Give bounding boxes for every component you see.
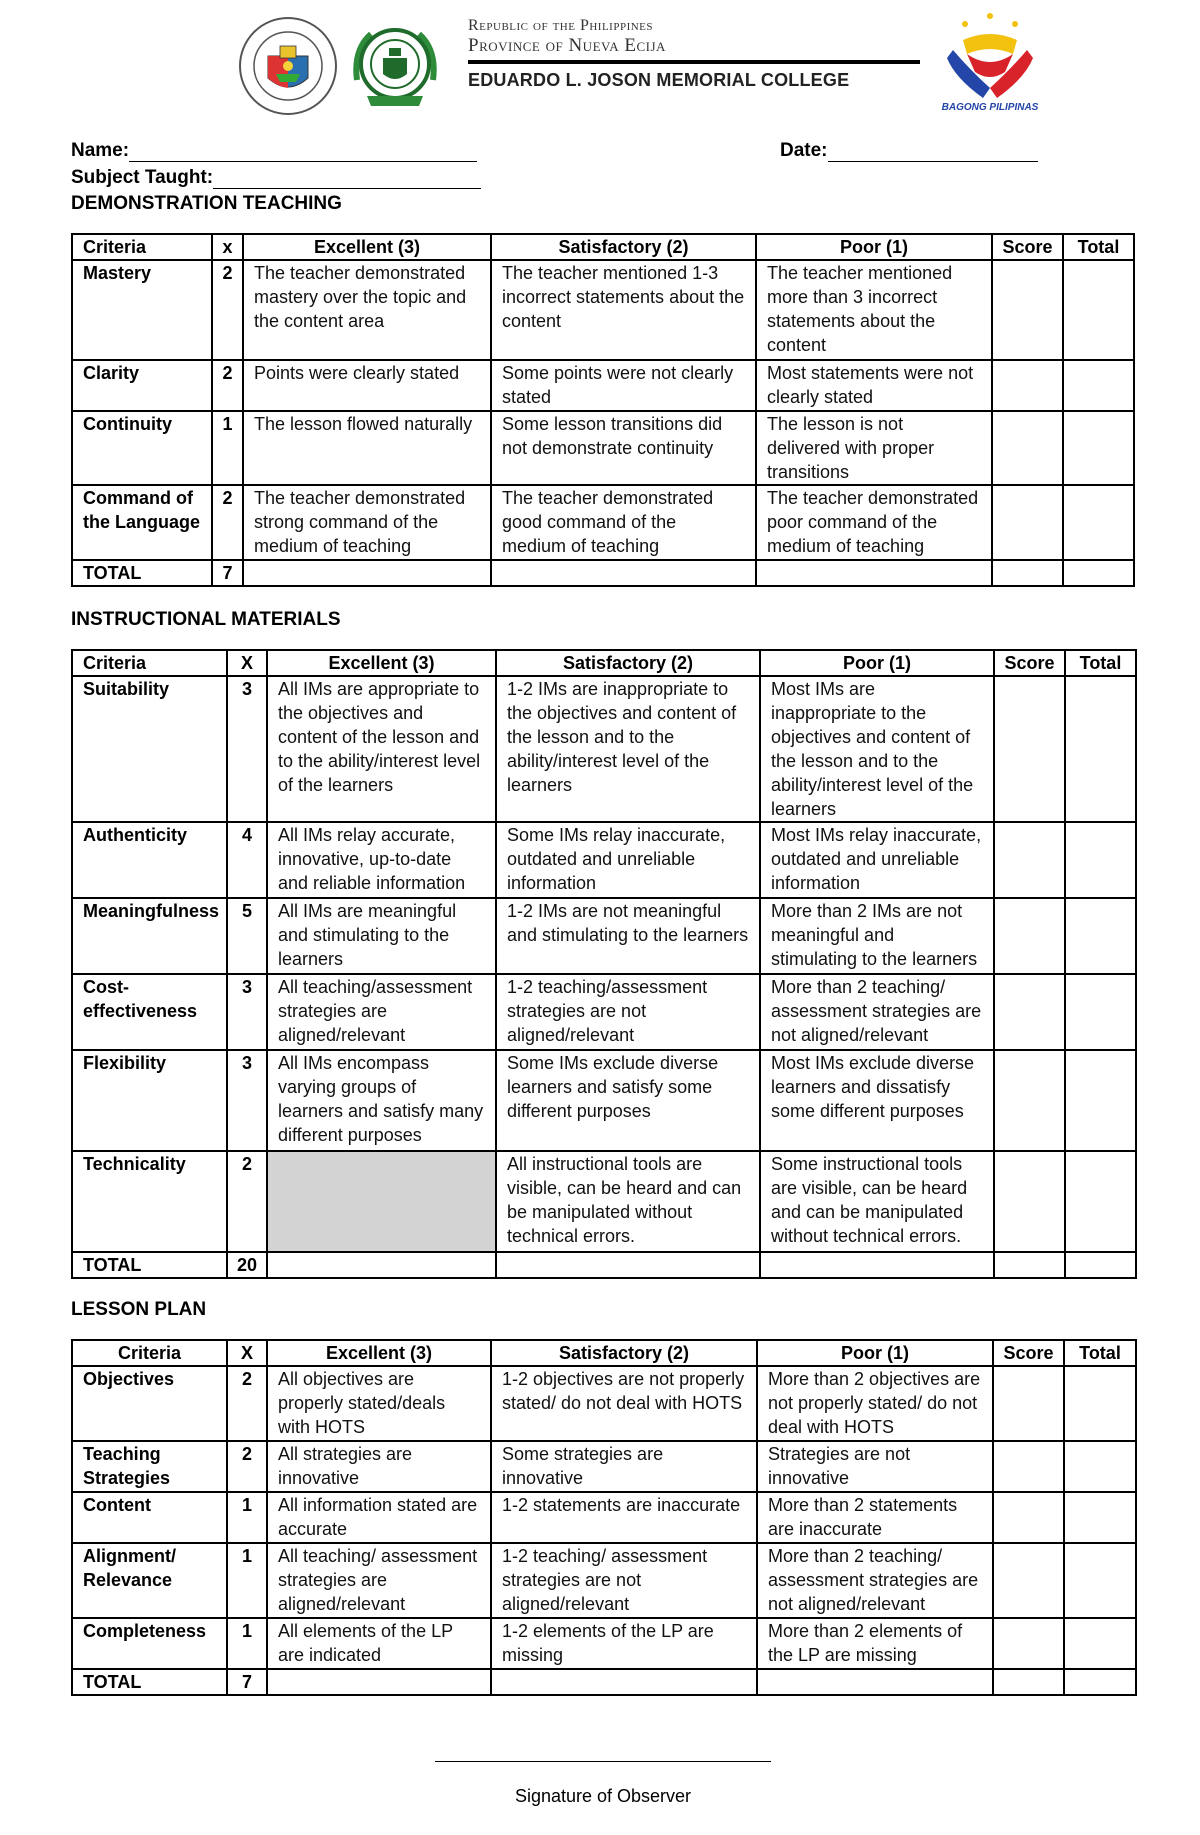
excellent-cell-shaded [267, 1151, 496, 1252]
multiplier-cell: 5 [227, 898, 267, 974]
multiplier-cell: 1 [227, 1492, 267, 1543]
score-cell[interactable] [992, 411, 1063, 485]
total-label: TOTAL [72, 1669, 227, 1695]
satisfactory-cell: All instructional tools are visible, can be heard and can be manipulated without technical errors. [496, 1151, 760, 1252]
satisfactory-cell: 1-2 elements of the LP are missing [491, 1618, 757, 1669]
total-label: TOTAL [72, 560, 212, 586]
empty-cell [496, 1252, 760, 1278]
header-score: Score [994, 650, 1065, 676]
letterhead-text [468, 16, 920, 91]
poor-cell: Strategies are not innovative [757, 1441, 993, 1492]
excellent-cell: The lesson flowed naturally [243, 411, 491, 485]
excellent-cell: The teacher demonstrated strong command of the medium of teaching [243, 485, 491, 560]
score-total-cell[interactable] [993, 1669, 1064, 1695]
empty-cell [267, 1252, 496, 1278]
total-multiplier: 7 [212, 560, 243, 586]
score-cell[interactable] [994, 822, 1065, 898]
header-criteria: Criteria [72, 650, 227, 676]
total-cell[interactable] [1065, 1151, 1136, 1252]
republic-text: Republic of the Philippines [468, 17, 654, 34]
total-cell[interactable] [1065, 898, 1136, 974]
satisfactory-cell: Some IMs relay inaccurate, outdated and unreliable information [496, 822, 760, 898]
table-row [72, 898, 1136, 974]
total-cell[interactable] [1064, 1366, 1136, 1441]
multiplier-cell: 4 [227, 822, 267, 898]
college-seal-logo [349, 20, 441, 112]
multiplier-cell: 2 [227, 1441, 267, 1492]
grand-total-cell[interactable] [1063, 560, 1134, 586]
satisfactory-cell: 1-2 objectives are not properly stated/ do not deal with HOTS [491, 1366, 757, 1441]
total-cell[interactable] [1064, 1618, 1136, 1669]
total-row [72, 560, 1134, 586]
table-row [72, 260, 1134, 360]
multiplier-cell: 2 [212, 260, 243, 360]
score-cell[interactable] [993, 1543, 1064, 1618]
empty-cell [757, 1669, 993, 1695]
criteria-cell: Command of the Language [72, 485, 212, 560]
criteria-cell: Mastery [72, 260, 212, 360]
multiplier-cell: 2 [227, 1366, 267, 1441]
table-row [72, 974, 1136, 1050]
multiplier-cell: 2 [212, 360, 243, 411]
table-row [72, 360, 1134, 411]
poor-cell: More than 2 objectives are not properly stated/ do not deal with HOTS [757, 1366, 993, 1441]
multiplier-cell: 2 [227, 1151, 267, 1252]
letterhead [0, 0, 1200, 125]
total-cell[interactable] [1064, 1543, 1136, 1618]
name-label: Name: [71, 140, 130, 161]
excellent-cell: All elements of the LP are indicated [267, 1618, 491, 1669]
table-row [72, 1618, 1136, 1669]
excellent-cell: All IMs are meaningful and stimulating to the learners [267, 898, 496, 974]
total-row [72, 1669, 1136, 1695]
score-cell[interactable] [993, 1618, 1064, 1669]
score-cell[interactable] [993, 1366, 1064, 1441]
table-row [72, 1050, 1136, 1151]
satisfactory-cell: 1-2 IMs are inappropriate to the objectives and content of the lesson and to the ability/interest level of the learners [496, 676, 760, 822]
score-cell[interactable] [992, 485, 1063, 560]
satisfactory-cell: Some points were not clearly stated [491, 360, 756, 411]
excellent-cell: Points were clearly stated [243, 360, 491, 411]
criteria-cell: Technicality [72, 1151, 227, 1252]
total-row [72, 1252, 1136, 1278]
header-total: Total [1065, 650, 1136, 676]
poor-cell: The teacher mentioned more than 3 incorrect statements about the content [756, 260, 992, 360]
table-row [72, 485, 1134, 560]
name-field[interactable] [71, 140, 477, 162]
total-multiplier: 7 [227, 1669, 267, 1695]
score-cell[interactable] [992, 360, 1063, 411]
criteria-cell: Content [72, 1492, 227, 1543]
multiplier-cell: 3 [227, 676, 267, 822]
excellent-cell: All teaching/ assessment strategies are aligned/relevant [267, 1543, 491, 1618]
instructional-materials-table [71, 649, 1137, 1279]
bagong-pilipinas-label: BAGONG PILIPINAS [941, 102, 1039, 113]
header-excellent: Excellent (3) [267, 650, 496, 676]
date-label: Date: [780, 140, 828, 161]
satisfactory-cell: Some lesson transitions did not demonstrate continuity [491, 411, 756, 485]
multiplier-cell: 1 [227, 1618, 267, 1669]
criteria-cell: Cost-effectiveness [72, 974, 227, 1050]
section-title-demonstration: DEMONSTRATION TEACHING [71, 193, 342, 214]
score-total-cell[interactable] [992, 560, 1063, 586]
excellent-cell: All information stated are accurate [267, 1492, 491, 1543]
criteria-cell: Meaningfulness [72, 898, 227, 974]
poor-cell: More than 2 statements are inaccurate [757, 1492, 993, 1543]
name-line[interactable] [129, 144, 477, 162]
header-criteria: Criteria [72, 234, 212, 260]
poor-cell: The teacher demonstrated poor command of the medium of teaching [756, 485, 992, 560]
poor-cell: More than 2 IMs are not meaningful and stimulating to the learners [760, 898, 994, 974]
signature-line[interactable] [435, 1761, 771, 1762]
excellent-cell: All objectives are properly stated/deals with HOTS [267, 1366, 491, 1441]
excellent-cell: All IMs relay accurate, innovative, up-to-date and reliable information [267, 822, 496, 898]
excellent-cell: All IMs encompass varying groups of learners and satisfy many different purposes [267, 1050, 496, 1151]
poor-cell: Most IMs relay inaccurate, outdated and unreliable information [760, 822, 994, 898]
header-score: Score [993, 1340, 1064, 1366]
grand-total-cell[interactable] [1065, 1252, 1136, 1278]
satisfactory-cell: The teacher demonstrated good command of the medium of teaching [491, 485, 756, 560]
poor-cell: Some instructional tools are visible, can be heard and can be manipulated without technical errors. [760, 1151, 994, 1252]
table-row [72, 822, 1136, 898]
excellent-cell: All IMs are appropriate to the objectives and content of the lesson and to the ability/interest level of the learners [267, 676, 496, 822]
grand-total-cell[interactable] [1064, 1669, 1136, 1695]
criteria-cell: Completeness [72, 1618, 227, 1669]
header-multiplier: X [227, 1340, 267, 1366]
score-cell[interactable] [993, 1441, 1064, 1492]
total-cell[interactable] [1064, 1492, 1136, 1543]
criteria-cell: Continuity [72, 411, 212, 485]
date-line[interactable] [828, 144, 1038, 162]
multiplier-cell: 3 [227, 974, 267, 1050]
header-poor: Poor (1) [757, 1340, 993, 1366]
criteria-cell: Objectives [72, 1366, 227, 1441]
header-total: Total [1064, 1340, 1136, 1366]
header-multiplier: x [212, 234, 243, 260]
poor-cell: Most statements were not clearly stated [756, 360, 992, 411]
empty-cell [491, 560, 756, 586]
satisfactory-cell: Some IMs exclude diverse learners and satisfy some different purposes [496, 1050, 760, 1151]
satisfactory-cell: The teacher mentioned 1-3 incorrect statements about the content [491, 260, 756, 360]
poor-cell: More than 2 teaching/ assessment strategies are not aligned/relevant [760, 974, 994, 1050]
score-cell[interactable] [994, 676, 1065, 822]
province-text: Province of Nueva Ecija [468, 35, 666, 56]
multiplier-cell: 1 [212, 411, 243, 485]
criteria-cell: Teaching Strategies [72, 1441, 227, 1492]
total-cell[interactable] [1065, 1050, 1136, 1151]
satisfactory-cell: 1-2 statements are inaccurate [491, 1492, 757, 1543]
header-satisfactory: Satisfactory (2) [491, 234, 756, 260]
header-satisfactory: Satisfactory (2) [496, 650, 760, 676]
poor-cell: More than 2 teaching/ assessment strategies are not aligned/relevant [757, 1543, 993, 1618]
total-cell[interactable] [1065, 974, 1136, 1050]
header-score: Score [992, 234, 1063, 260]
demonstration-teaching-table [71, 233, 1135, 587]
signature-label: Signature of Observer [514, 1786, 692, 1806]
poor-cell: Most IMs are inappropriate to the objectives and content of the lesson and to the ability/interest level of the learners [760, 676, 994, 822]
table-row [72, 1151, 1136, 1252]
header-excellent: Excellent (3) [243, 234, 491, 260]
table-header-row [72, 234, 1134, 260]
header-multiplier: X [227, 650, 267, 676]
table-row [72, 1492, 1136, 1543]
empty-cell [760, 1252, 994, 1278]
criteria-cell: Suitability [72, 676, 227, 822]
lesson-plan-table [71, 1339, 1137, 1696]
poor-cell: The lesson is not delivered with proper transitions [756, 411, 992, 485]
total-cell[interactable] [1063, 360, 1134, 411]
total-cell[interactable] [1065, 676, 1136, 822]
header-excellent: Excellent (3) [267, 1340, 491, 1366]
poor-cell: More than 2 elements of the LP are missing [757, 1618, 993, 1669]
empty-cell [267, 1669, 491, 1695]
section-title-lesson-plan: LESSON PLAN [71, 1299, 207, 1320]
table-row [72, 1441, 1136, 1492]
criteria-cell: Alignment/ Relevance [72, 1543, 227, 1618]
poor-cell: Most IMs exclude diverse learners and dissatisfy some different purposes [760, 1050, 994, 1151]
score-cell[interactable] [992, 260, 1063, 360]
total-cell[interactable] [1063, 260, 1134, 360]
date-field[interactable] [780, 140, 1038, 162]
table-row [72, 1366, 1136, 1441]
table-header-row [72, 1340, 1136, 1366]
header-total: Total [1063, 234, 1134, 260]
header-poor: Poor (1) [760, 650, 994, 676]
criteria-cell: Flexibility [72, 1050, 227, 1151]
excellent-cell: All teaching/assessment strategies are aligned/relevant [267, 974, 496, 1050]
table-header-row [72, 650, 1136, 676]
college-name: EDUARDO L. JOSON MEMORIAL COLLEGE [468, 70, 850, 90]
empty-cell [243, 560, 491, 586]
satisfactory-cell: 1-2 teaching/ assessment strategies are not aligned/relevant [491, 1543, 757, 1618]
total-label: TOTAL [72, 1252, 227, 1278]
multiplier-cell: 2 [212, 485, 243, 560]
letterhead-rule [468, 60, 920, 64]
header-satisfactory: Satisfactory (2) [491, 1340, 757, 1366]
subject-line[interactable] [213, 171, 481, 189]
excellent-cell: All strategies are innovative [267, 1441, 491, 1492]
excellent-cell: The teacher demonstrated mastery over the topic and the content area [243, 260, 491, 360]
score-cell[interactable] [994, 898, 1065, 974]
total-cell[interactable] [1065, 822, 1136, 898]
empty-cell [756, 560, 992, 586]
score-cell[interactable] [994, 974, 1065, 1050]
table-row [72, 676, 1136, 822]
province-seal-logo [238, 16, 338, 116]
empty-cell [491, 1669, 757, 1695]
score-total-cell[interactable] [994, 1252, 1065, 1278]
subject-field[interactable] [71, 167, 481, 189]
score-cell[interactable] [994, 1151, 1065, 1252]
satisfactory-cell: 1-2 IMs are not meaningful and stimulating to the learners [496, 898, 760, 974]
multiplier-cell: 1 [227, 1543, 267, 1618]
criteria-cell: Authenticity [72, 822, 227, 898]
score-cell[interactable] [993, 1492, 1064, 1543]
table-row [72, 1543, 1136, 1618]
satisfactory-cell: Some strategies are innovative [491, 1441, 757, 1492]
section-title-instructional-materials: INSTRUCTIONAL MATERIALS [71, 609, 341, 630]
total-multiplier: 20 [227, 1252, 267, 1278]
header-criteria: Criteria [72, 1340, 227, 1366]
multiplier-cell: 3 [227, 1050, 267, 1151]
table-row [72, 411, 1134, 485]
satisfactory-cell: 1-2 teaching/assessment strategies are not aligned/relevant [496, 974, 760, 1050]
subject-label: Subject Taught: [71, 167, 214, 188]
header-poor: Poor (1) [756, 234, 992, 260]
criteria-cell: Clarity [72, 360, 212, 411]
total-cell[interactable] [1063, 411, 1134, 485]
total-cell[interactable] [1064, 1441, 1136, 1492]
total-cell[interactable] [1063, 485, 1134, 560]
score-cell[interactable] [994, 1050, 1065, 1151]
